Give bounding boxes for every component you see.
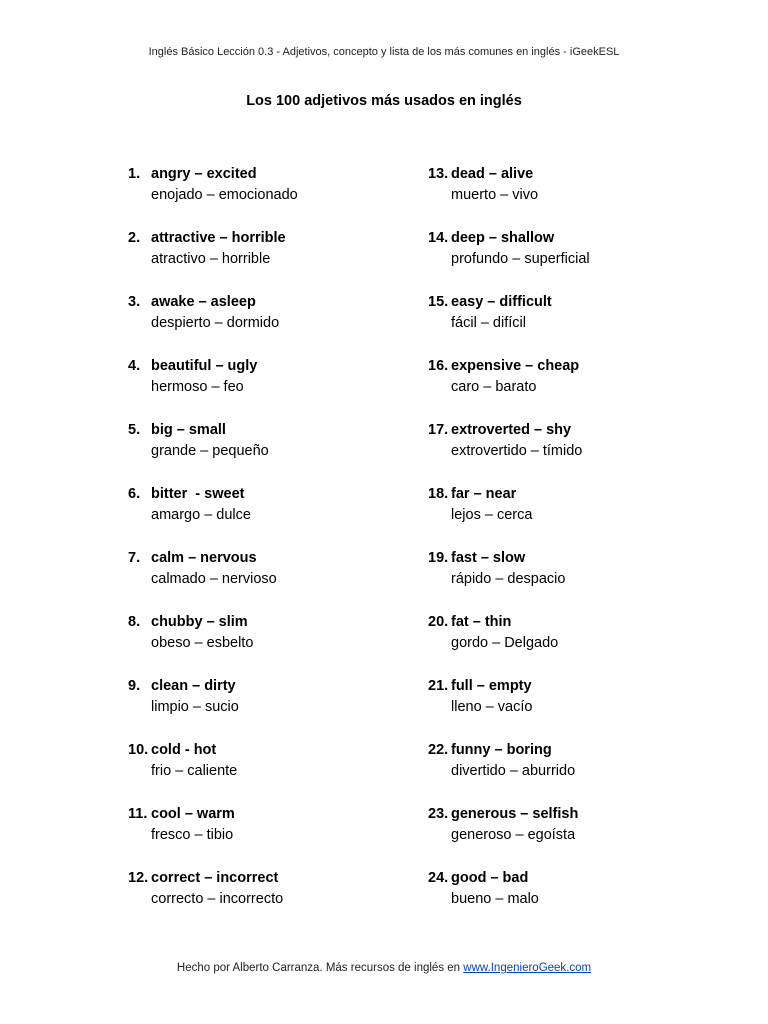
list-item bbox=[128, 804, 418, 868]
item-number: 4. bbox=[128, 358, 141, 374]
english-pair: chubby – slim bbox=[151, 614, 248, 630]
spanish-pair: despierto – dormido bbox=[151, 315, 280, 331]
list-item bbox=[428, 420, 728, 484]
english-pair: angry – excited bbox=[151, 166, 257, 182]
english-pair: full – empty bbox=[451, 678, 532, 694]
list-item bbox=[128, 420, 418, 484]
english-pair: far – near bbox=[451, 486, 517, 502]
english-pair: dead – alive bbox=[451, 166, 534, 182]
item-number: 12. bbox=[128, 870, 149, 886]
item-number: 10. bbox=[128, 742, 149, 758]
item-number: 3. bbox=[128, 294, 141, 310]
list-item bbox=[128, 612, 418, 676]
item-number: 5. bbox=[128, 422, 141, 438]
spanish-pair: divertido – aburrido bbox=[451, 763, 576, 779]
spanish-pair: profundo – superficial bbox=[451, 251, 590, 267]
english-pair: deep – shallow bbox=[451, 230, 555, 246]
english-pair: good – bad bbox=[451, 870, 529, 886]
item-number: 24. bbox=[428, 870, 449, 886]
item-number: 1. bbox=[128, 166, 141, 182]
item-number: 19. bbox=[428, 550, 449, 566]
spanish-pair: caro – barato bbox=[451, 379, 537, 395]
spanish-pair: grande – pequeño bbox=[151, 443, 269, 459]
spanish-pair: calmado – nervioso bbox=[151, 571, 277, 587]
list-item bbox=[128, 228, 418, 292]
list-item bbox=[428, 804, 728, 868]
spanish-pair: extrovertido – tímido bbox=[451, 443, 583, 459]
list-item bbox=[128, 868, 418, 932]
english-pair: big – small bbox=[151, 422, 226, 438]
english-pair: expensive – cheap bbox=[451, 358, 580, 374]
list-item bbox=[428, 740, 728, 804]
adjective-list-left bbox=[128, 164, 418, 932]
item-number: 17. bbox=[428, 422, 449, 438]
item-number: 15. bbox=[428, 294, 449, 310]
item-number: 21. bbox=[428, 678, 449, 694]
list-item bbox=[428, 164, 728, 228]
adjective-list-right bbox=[428, 164, 728, 932]
spanish-pair: bueno – malo bbox=[451, 891, 539, 907]
list-item bbox=[128, 292, 418, 356]
list-item bbox=[128, 548, 418, 612]
english-pair: cool – warm bbox=[151, 806, 235, 822]
english-pair: beautiful – ugly bbox=[151, 358, 258, 374]
page-footer bbox=[0, 962, 768, 974]
spanish-pair: generoso – egoísta bbox=[451, 827, 576, 843]
list-item bbox=[428, 612, 728, 676]
item-number: 22. bbox=[428, 742, 449, 758]
spanish-pair: hermoso – feo bbox=[151, 379, 244, 395]
spanish-pair: fresco – tibio bbox=[151, 827, 234, 843]
list-item bbox=[128, 676, 418, 740]
list-item bbox=[428, 548, 728, 612]
list-item bbox=[428, 676, 728, 740]
list-item bbox=[428, 868, 728, 932]
item-number: 16. bbox=[428, 358, 449, 374]
spanish-pair: muerto – vivo bbox=[451, 187, 539, 203]
list-item bbox=[128, 356, 418, 420]
item-number: 2. bbox=[128, 230, 141, 246]
english-pair: funny – boring bbox=[451, 742, 552, 758]
document-title: Los 100 adjetivos más usados en inglés bbox=[246, 93, 522, 109]
english-pair: correct – incorrect bbox=[151, 870, 279, 886]
english-pair: extroverted – shy bbox=[451, 422, 572, 438]
spanish-pair: enojado – emocionado bbox=[151, 187, 298, 203]
item-number: 14. bbox=[428, 230, 449, 246]
spanish-pair: fácil – difícil bbox=[451, 315, 526, 331]
footer-link[interactable]: www.IngenieroGeek.com bbox=[463, 962, 592, 974]
english-pair: awake – asleep bbox=[151, 294, 256, 310]
item-number: 20. bbox=[428, 614, 449, 630]
english-pair: fast – slow bbox=[451, 550, 526, 566]
english-pair: bitter - sweet bbox=[151, 486, 245, 502]
english-pair: easy – difficult bbox=[451, 294, 552, 310]
english-pair: cold - hot bbox=[151, 742, 217, 758]
list-item bbox=[428, 356, 728, 420]
spanish-pair: lejos – cerca bbox=[451, 507, 533, 523]
footer-text: Hecho por Alberto Carranza. Más recursos de inglés en bbox=[176, 962, 464, 974]
english-pair: generous – selfish bbox=[451, 806, 579, 822]
list-item bbox=[128, 484, 418, 548]
list-item bbox=[428, 228, 728, 292]
spanish-pair: correcto – incorrecto bbox=[151, 891, 284, 907]
list-item bbox=[428, 292, 728, 356]
english-pair: attractive – horrible bbox=[151, 230, 286, 246]
english-pair: fat – thin bbox=[451, 614, 512, 630]
item-number: 9. bbox=[128, 678, 141, 694]
item-number: 23. bbox=[428, 806, 449, 822]
spanish-pair: obeso – esbelto bbox=[151, 635, 254, 651]
spanish-pair: lleno – vacío bbox=[451, 699, 533, 715]
spanish-pair: gordo – Delgado bbox=[451, 635, 559, 651]
english-pair: clean – dirty bbox=[151, 678, 236, 694]
page-header: Inglés Básico Lección 0.3 - Adjetivos, concepto y lista de los más comunes en inglés - iGeekESL bbox=[148, 46, 620, 58]
spanish-pair: frio – caliente bbox=[151, 763, 238, 779]
spanish-pair: limpio – sucio bbox=[151, 699, 239, 715]
spanish-pair: atractivo – horrible bbox=[151, 251, 271, 267]
list-item bbox=[128, 740, 418, 804]
item-number: 13. bbox=[428, 166, 449, 182]
english-pair: calm – nervous bbox=[151, 550, 257, 566]
item-number: 18. bbox=[428, 486, 449, 502]
item-number: 11. bbox=[128, 806, 148, 822]
spanish-pair: rápido – despacio bbox=[451, 571, 566, 587]
list-item bbox=[428, 484, 728, 548]
item-number: 7. bbox=[128, 550, 141, 566]
list-item bbox=[128, 164, 418, 228]
item-number: 6. bbox=[128, 486, 141, 502]
item-number: 8. bbox=[128, 614, 141, 630]
spanish-pair: amargo – dulce bbox=[151, 507, 251, 523]
